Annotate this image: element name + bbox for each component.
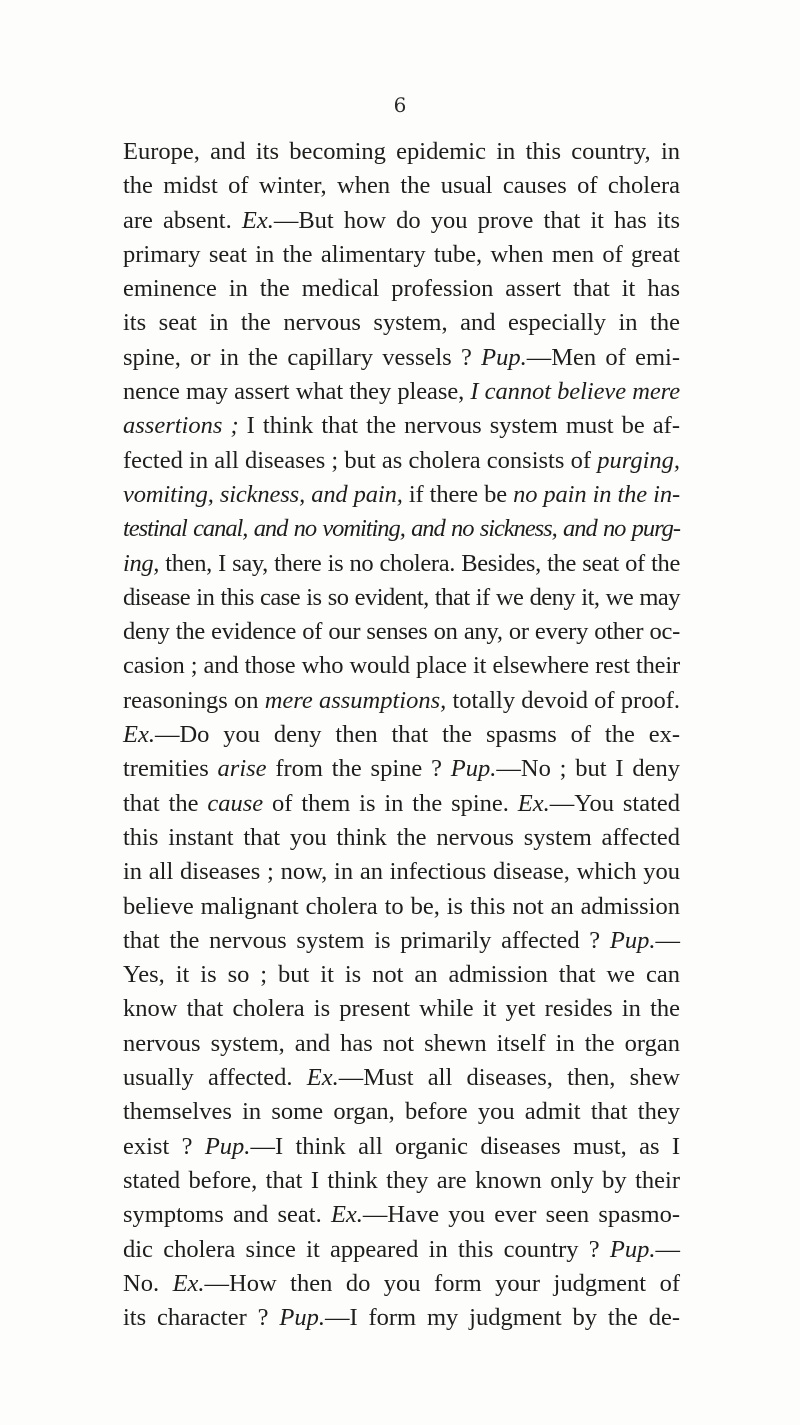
- text-line: [123, 924, 680, 958]
- text-segment: disease in this case is so evident, that if we deny it, we may: [123, 583, 680, 611]
- italic-text-segment: assertions ;: [123, 412, 239, 440]
- text-segment: stated before, that I think they are known only by their: [123, 1166, 680, 1194]
- text-segment: its character ?: [123, 1304, 280, 1332]
- italic-text-segment: Ex.: [241, 206, 274, 234]
- text-segment: casion ; and those who would place it elsewhere rest their: [123, 652, 680, 680]
- text-line: [123, 204, 680, 238]
- italic-text-segment: no pain in the in-: [513, 480, 680, 508]
- italic-text-segment: Ex.: [172, 1269, 205, 1297]
- text-line: [123, 306, 680, 340]
- italic-text-segment: purging,: [597, 446, 680, 474]
- text-segment: believe malignant cholera to be, is this not an admission: [123, 892, 680, 920]
- text-segment: spine, or in the capillary vessels ?: [123, 343, 482, 371]
- text-line: [123, 512, 680, 546]
- text-segment: Europe, and its becoming epidemic in this country, in: [123, 138, 680, 165]
- text-segment: that the nervous system is primarily affected ?: [123, 926, 610, 954]
- text-segment: the midst of winter, when the usual causes of cholera: [123, 172, 680, 200]
- italic-text-segment: Pup.: [481, 343, 527, 371]
- text-segment: primary seat in the alimentary tube, when men of great: [123, 240, 680, 268]
- text-segment: its seat in the nervous system, and especially in the: [123, 309, 680, 337]
- text-line: [123, 547, 680, 581]
- text-segment: nervous system, and has not shewn itself in the organ: [123, 1029, 680, 1057]
- italic-text-segment: arise: [217, 755, 267, 783]
- text-line: [123, 169, 680, 203]
- text-segment: —How then do you form your judgment of: [204, 1269, 680, 1297]
- text-segment: —Men of emi-: [526, 343, 680, 371]
- text-segment: reasonings on: [123, 686, 265, 714]
- text-line: [123, 444, 680, 478]
- text-segment: totally devoid of proof.: [446, 686, 680, 714]
- text-line: [123, 615, 680, 649]
- text-segment: tremities: [123, 755, 218, 783]
- text-segment: fected in all diseases ; but as cholera consists of: [123, 446, 598, 474]
- text-line: [123, 787, 680, 821]
- text-segment: —: [655, 1235, 680, 1263]
- body-text: [123, 135, 680, 1335]
- italic-text-segment: vomiting, sickness, and pain,: [123, 480, 403, 508]
- text-line: [123, 238, 680, 272]
- text-segment: of them is in the spine.: [263, 789, 518, 817]
- text-segment: in all diseases ; now, in an infectious disease, which you: [123, 858, 680, 886]
- text-line: [123, 272, 680, 306]
- text-segment: —You stated: [549, 789, 680, 817]
- italic-text-segment: I cannot believe mere: [470, 378, 681, 406]
- text-line: [123, 1198, 680, 1232]
- italic-text-segment: testinal canal, and no vomiting, and no sickness, and no purg-: [123, 515, 680, 543]
- text-line: [123, 855, 680, 889]
- text-segment: eminence in the medical profession assert that it has: [123, 275, 680, 303]
- text-line: [123, 1164, 680, 1198]
- text-segment: symptoms and seat.: [123, 1201, 331, 1229]
- italic-text-segment: Pup.: [204, 1132, 251, 1160]
- text-line: [123, 1027, 680, 1061]
- text-line: [123, 341, 680, 375]
- text-line: [123, 1095, 680, 1129]
- page-number: 6: [393, 93, 407, 117]
- text-segment: —Must all diseases, then, shew: [338, 1064, 680, 1092]
- text-line: [123, 752, 680, 786]
- text-line: [123, 718, 680, 752]
- text-line: [123, 375, 680, 409]
- italic-text-segment: Pup.: [279, 1304, 325, 1332]
- italic-text-segment: mere assumptions,: [264, 686, 447, 714]
- text-line: [123, 684, 680, 718]
- text-line: [123, 409, 680, 443]
- text-line: [123, 1233, 680, 1267]
- text-line: [123, 958, 680, 992]
- text-segment: usually affected.: [123, 1064, 307, 1092]
- text-segment: —I form my judgment by the de-: [324, 1304, 680, 1332]
- text-line: [123, 821, 680, 855]
- italic-text-segment: Ex.: [517, 789, 550, 817]
- text-segment: know that cholera is present while it yet resides in the: [123, 995, 680, 1023]
- text-segment: —Do you deny then that the spasms of the ex-: [154, 721, 680, 749]
- text-line: [123, 1267, 680, 1301]
- text-segment: from the spine ?: [266, 755, 451, 783]
- text-segment: exist ?: [123, 1132, 205, 1160]
- italic-text-segment: Pup.: [450, 755, 497, 783]
- text-segment: —But how do you prove that it has its: [273, 206, 680, 234]
- italic-text-segment: Ex.: [330, 1201, 363, 1229]
- text-segment: —No ; but I deny: [496, 755, 680, 783]
- text-segment: deny the evidence of our senses on any, or every other oc-: [123, 618, 680, 646]
- text-line: [123, 478, 680, 512]
- text-line: [123, 1130, 680, 1164]
- italic-text-segment: cause: [207, 789, 264, 817]
- text-segment: this instant that you think the nervous system affected: [123, 823, 680, 851]
- text-line: [123, 135, 680, 169]
- text-segment: then, I say, there is no cholera. Besides, the seat of the: [159, 549, 680, 577]
- italic-text-segment: Ex.: [123, 721, 155, 749]
- text-line: [123, 890, 680, 924]
- text-line: [123, 1301, 680, 1335]
- text-segment: dic cholera since it appeared in this country ?: [123, 1235, 610, 1263]
- italic-text-segment: Pup.: [609, 1235, 656, 1263]
- text-segment: that the: [123, 789, 208, 817]
- text-segment: No.: [123, 1269, 173, 1297]
- text-line: [123, 992, 680, 1026]
- text-segment: —I think all organic diseases must, as I: [250, 1132, 680, 1160]
- text-segment: I think that the nervous system must be af-: [238, 412, 680, 440]
- italic-text-segment: Pup.: [609, 926, 656, 954]
- text-segment: —Have you ever seen spasmo-: [362, 1201, 680, 1229]
- text-segment: nence may assert what they please,: [123, 378, 471, 406]
- text-segment: —: [655, 926, 680, 954]
- text-line: [123, 649, 680, 683]
- italic-text-segment: Ex.: [306, 1064, 339, 1092]
- text-segment: Yes, it is so ; but it is not an admission that we can: [123, 961, 680, 989]
- text-line: [123, 581, 680, 615]
- italic-text-segment: ing,: [123, 549, 160, 577]
- text-segment: if there be: [402, 480, 514, 508]
- text-line: [123, 1061, 680, 1095]
- text-segment: themselves in some organ, before you admit that they: [123, 1098, 680, 1126]
- text-segment: are absent.: [123, 206, 242, 234]
